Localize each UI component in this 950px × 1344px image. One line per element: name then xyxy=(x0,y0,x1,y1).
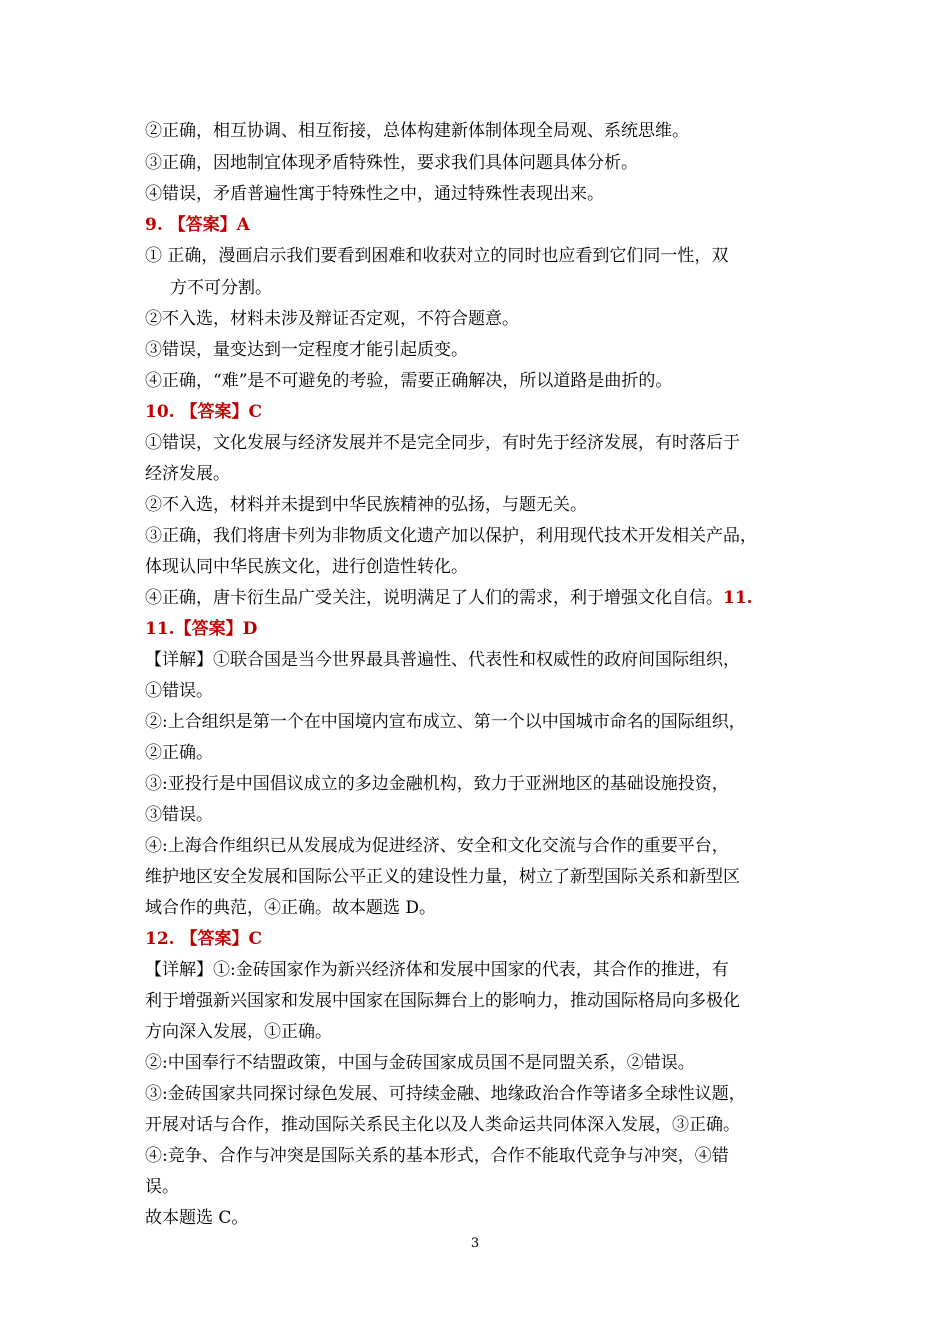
page-number: 3 xyxy=(470,1236,480,1251)
text-line: ③错误。 xyxy=(145,805,213,825)
text-line: ④:竞争、合作与冲突是国际关系的基本形式，合作不能取代竞争与冲突，④错 xyxy=(145,1146,729,1166)
text-line: ②正确，相互协调、相互衔接，总体构建新体制体现全局观、系统思维。 xyxy=(145,121,689,141)
text-line: ②正确。 xyxy=(145,743,213,763)
text-line: 开展对话与合作，推动国际关系民主化以及人类命运共同体深入发展，③正确。 xyxy=(145,1115,740,1135)
text-line: ③错误，量变达到一定程度才能引起质变。 xyxy=(145,340,468,360)
text-line: 经济发展。 xyxy=(145,464,230,484)
text-line: 【详解】①:金砖国家作为新兴经济体和发展中国家的代表，其合作的推进，有 xyxy=(145,960,729,980)
text-line: ③正确，因地制宜体现矛盾特殊性，要求我们具体问题具体分析。 xyxy=(145,153,638,173)
text-line: 【详解】①联合国是当今世界最具普遍性、代表性和权威性的政府间国际组织， xyxy=(145,650,740,670)
text-line: ②不入选，材料并未提到中华民族精神的弘扬，与题无关。 xyxy=(145,495,587,515)
text-line: 利于增强新兴国家和发展中国家在国际舞台上的影响力，推动国际格局向多极化 xyxy=(145,991,740,1011)
answer-heading-12: 12. 【答案】C xyxy=(145,929,263,949)
text-line: ②不入选，材料未涉及辩证否定观，不符合题意。 xyxy=(145,309,519,329)
text-line: ③:亚投行是中国倡议成立的多边金融机构，致力于亚洲地区的基础设施投资， xyxy=(145,774,729,794)
text-line: ④正确，“难”是不可避免的考验，需要正确解决，所以道路是曲折的。 xyxy=(145,371,673,391)
text-line: 方向深入发展，①正确。 xyxy=(145,1022,332,1042)
text-line: 故本题选 C。 xyxy=(145,1208,249,1228)
text-line: ①错误，文化发展与经济发展并不是完全同步，有时先于经济发展，有时落后于 xyxy=(145,433,740,453)
text-line: ④错误，矛盾普遍性寓于特殊性之中，通过特殊性表现出来。 xyxy=(145,184,604,204)
text-line-content: ④正确，唐卡衍生品广受关注，说明满足了人们的需求，利于增强文化自信。 xyxy=(145,588,723,608)
text-line: ①错误。 xyxy=(145,681,213,701)
text-line: ① 正确，漫画启示我们要看到困难和收获对立的同时也应看到它们同一性，双 xyxy=(145,246,729,266)
text-line: ②:上合组织是第一个在中国境内宣布成立、第一个以中国城市命名的国际组织， xyxy=(145,712,746,732)
text-line: 域合作的典范，④正确。故本题选 D。 xyxy=(145,898,437,918)
inline-fragment: 11. xyxy=(723,588,753,608)
text-line: ④:上海合作组织已从发展成为促进经济、安全和文化交流与合作的重要平台， xyxy=(145,836,729,856)
text-line: 方不可分割。 xyxy=(170,278,272,298)
answer-heading-11: 11.【答案】D xyxy=(145,619,258,639)
text-line: ③:金砖国家共同探讨绿色发展、可持续金融、地缘政治合作等诸多全球性议题， xyxy=(145,1084,746,1104)
text-line: ③正确，我们将唐卡列为非物质文化遗产加以保护，利用现代技术开发相关产品， xyxy=(145,526,757,546)
text-line: ②:中国奉行不结盟政策，中国与金砖国家成员国不是同盟关系，②错误。 xyxy=(145,1053,695,1073)
text-line: 误。 xyxy=(145,1177,179,1197)
text-line xyxy=(145,587,815,609)
text-line: 维护地区安全发展和国际公平正义的建设性力量，树立了新型国际关系和新型区 xyxy=(145,867,740,887)
answer-heading-10: 10. 【答案】C xyxy=(145,402,263,422)
answer-heading-9: 9. 【答案】A xyxy=(145,215,250,235)
text-line: 体现认同中华民族文化，进行创造性转化。 xyxy=(145,557,468,577)
